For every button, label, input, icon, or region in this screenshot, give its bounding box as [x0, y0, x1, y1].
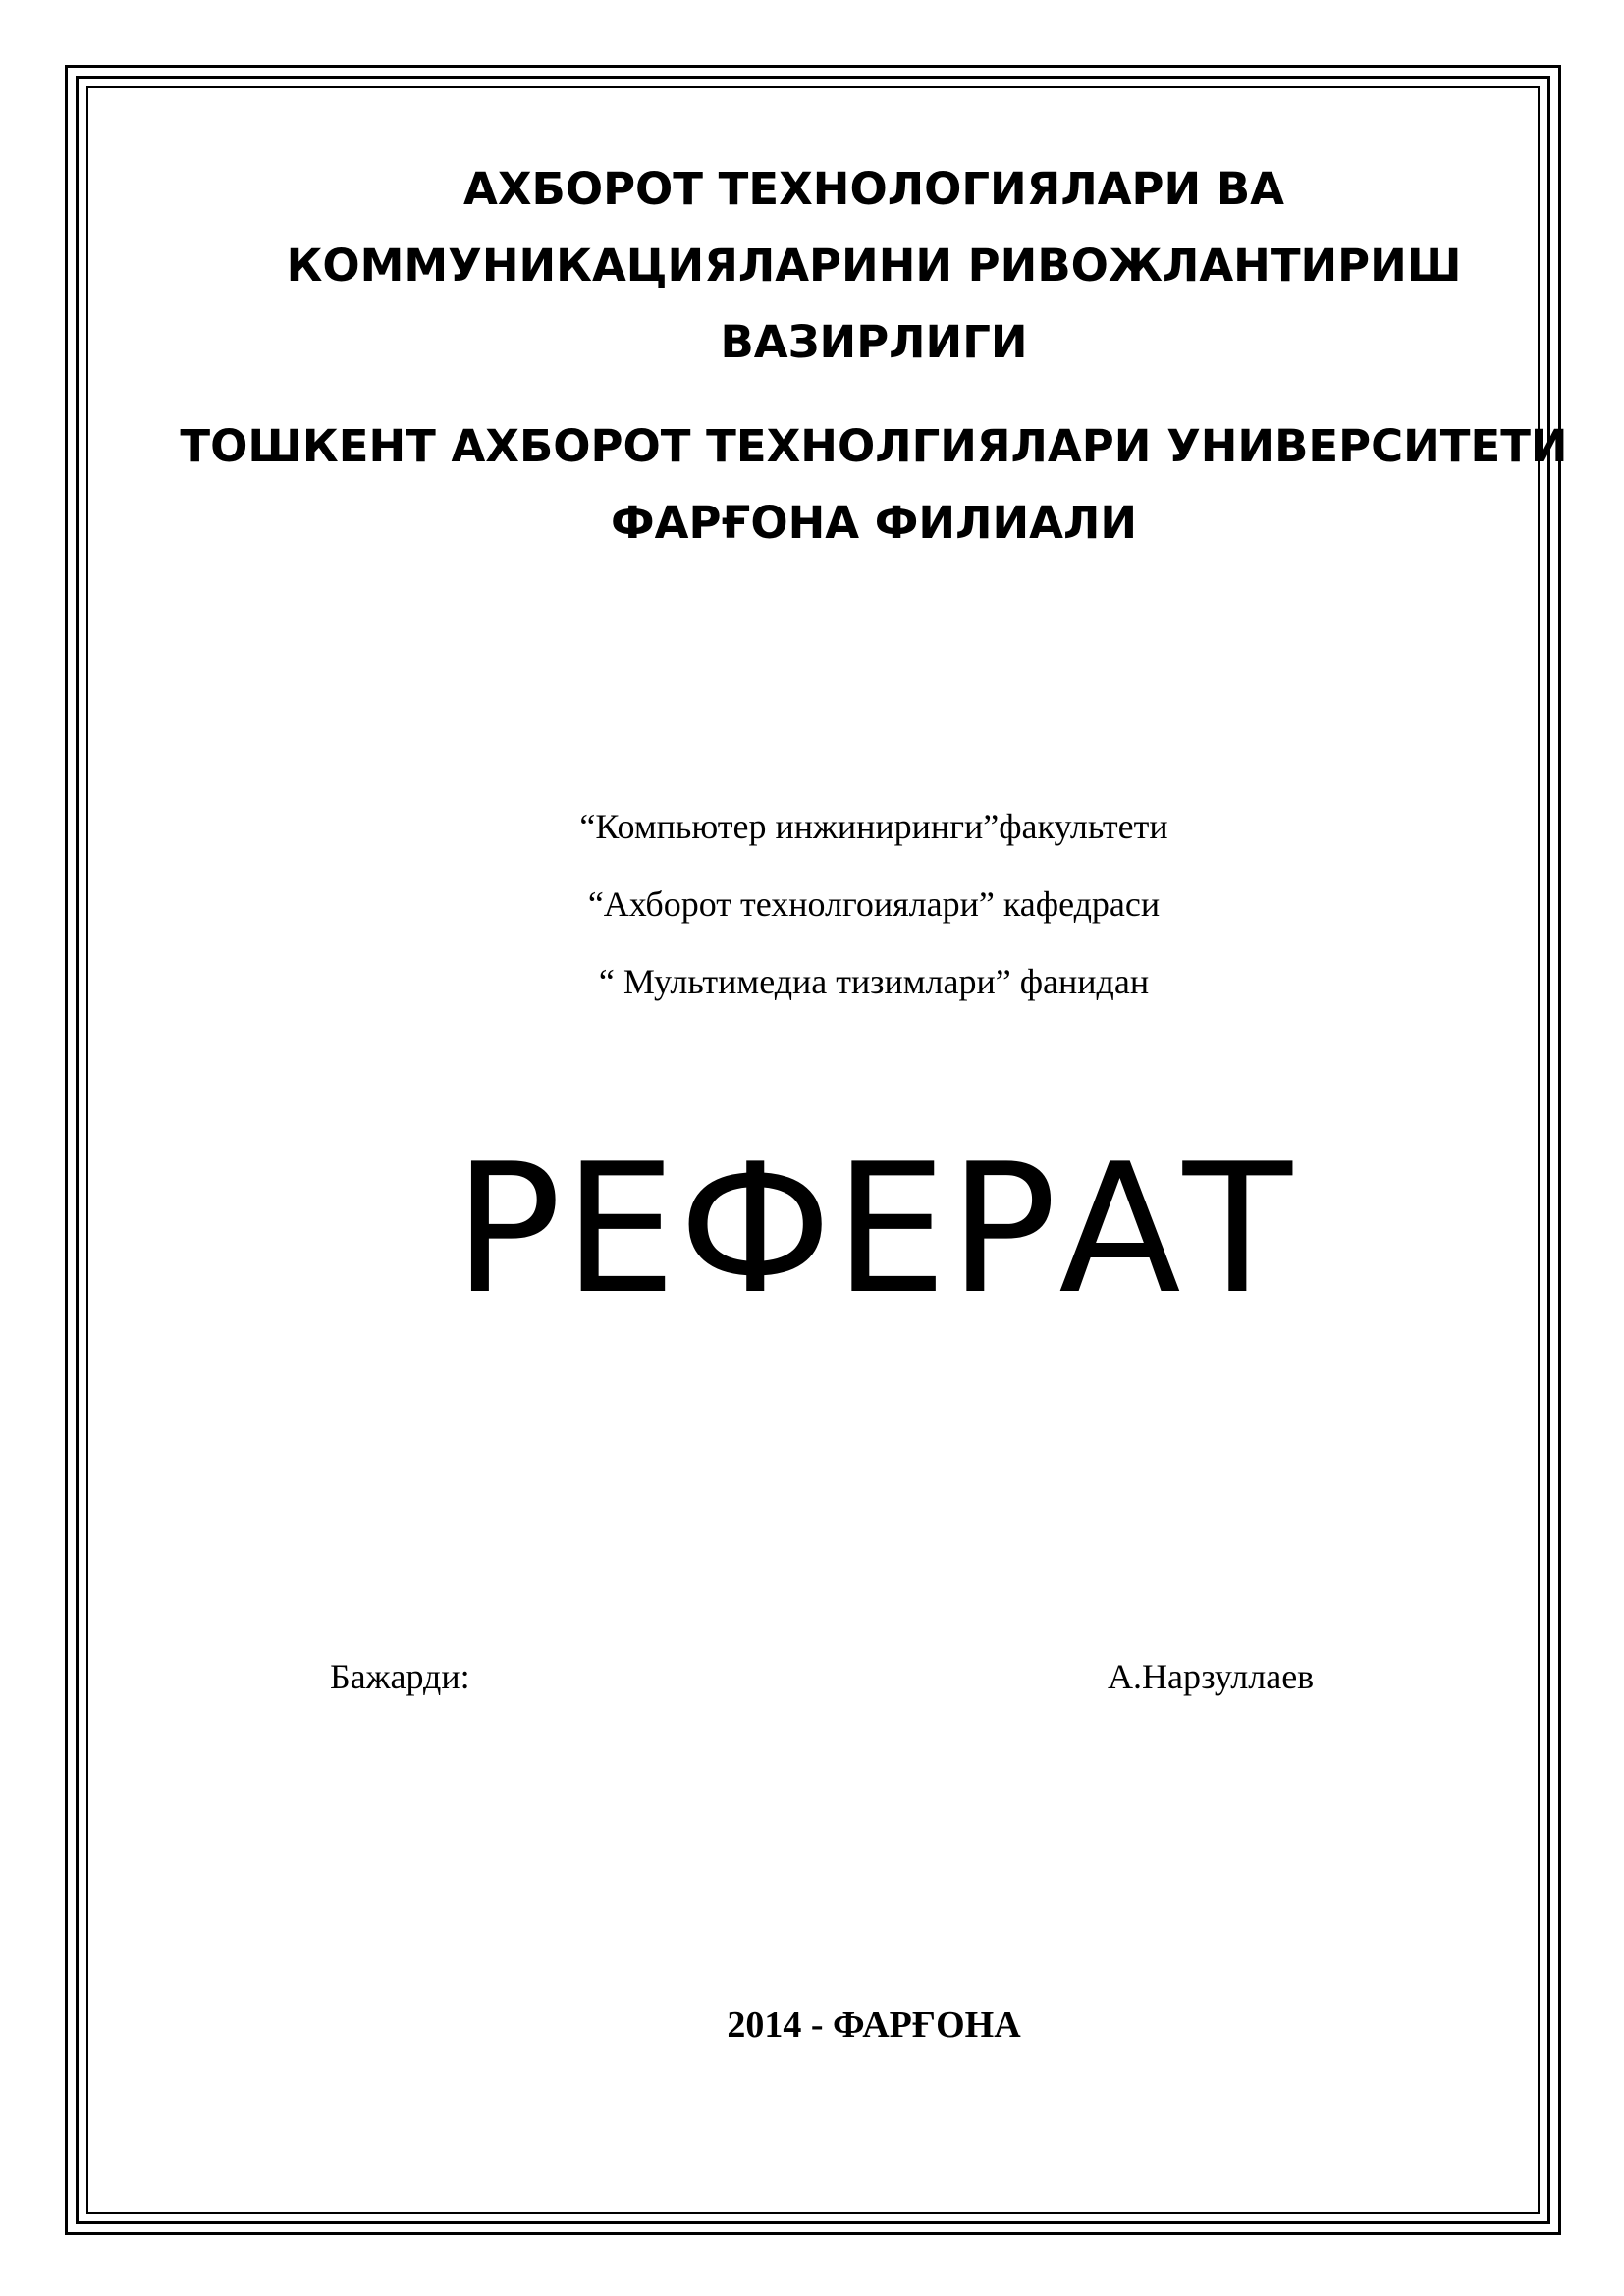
- subject-line: “ Мультимедиа тизимлари” фанидан: [598, 962, 1150, 1001]
- department-line: “Ахборот технолгоиялари” кафедраси: [587, 884, 1161, 924]
- year-city: 2014 - ФАРҒОНА: [727, 2004, 1021, 2046]
- ministry-line-1: АХБОРОТ ТЕХНОЛОГИЯЛАРИ ВА: [463, 163, 1284, 215]
- author-name: А.Нарзуллаев: [1108, 1657, 1315, 1696]
- ministry-line-3: ВАЗИРЛИГИ: [720, 316, 1028, 368]
- university-line-1: ТОШКЕНТ АХБОРОТ ТЕХНОЛГИЯЛАРИ УНИВЕРСИТЕТИ: [180, 420, 1568, 472]
- ministry-line-2: КОММУНИКАЦИЯЛАРИНИ РИВОЖЛАНТИРИШ: [286, 240, 1462, 292]
- university-line-2: ФАРҒОНА ФИЛИАЛИ: [611, 497, 1137, 549]
- document-title: РЕФЕРАТ: [454, 1125, 1294, 1333]
- faculty-line: “Компьютер инжиниринги”факультети: [579, 807, 1168, 846]
- author-label: Бажарди:: [330, 1657, 470, 1696]
